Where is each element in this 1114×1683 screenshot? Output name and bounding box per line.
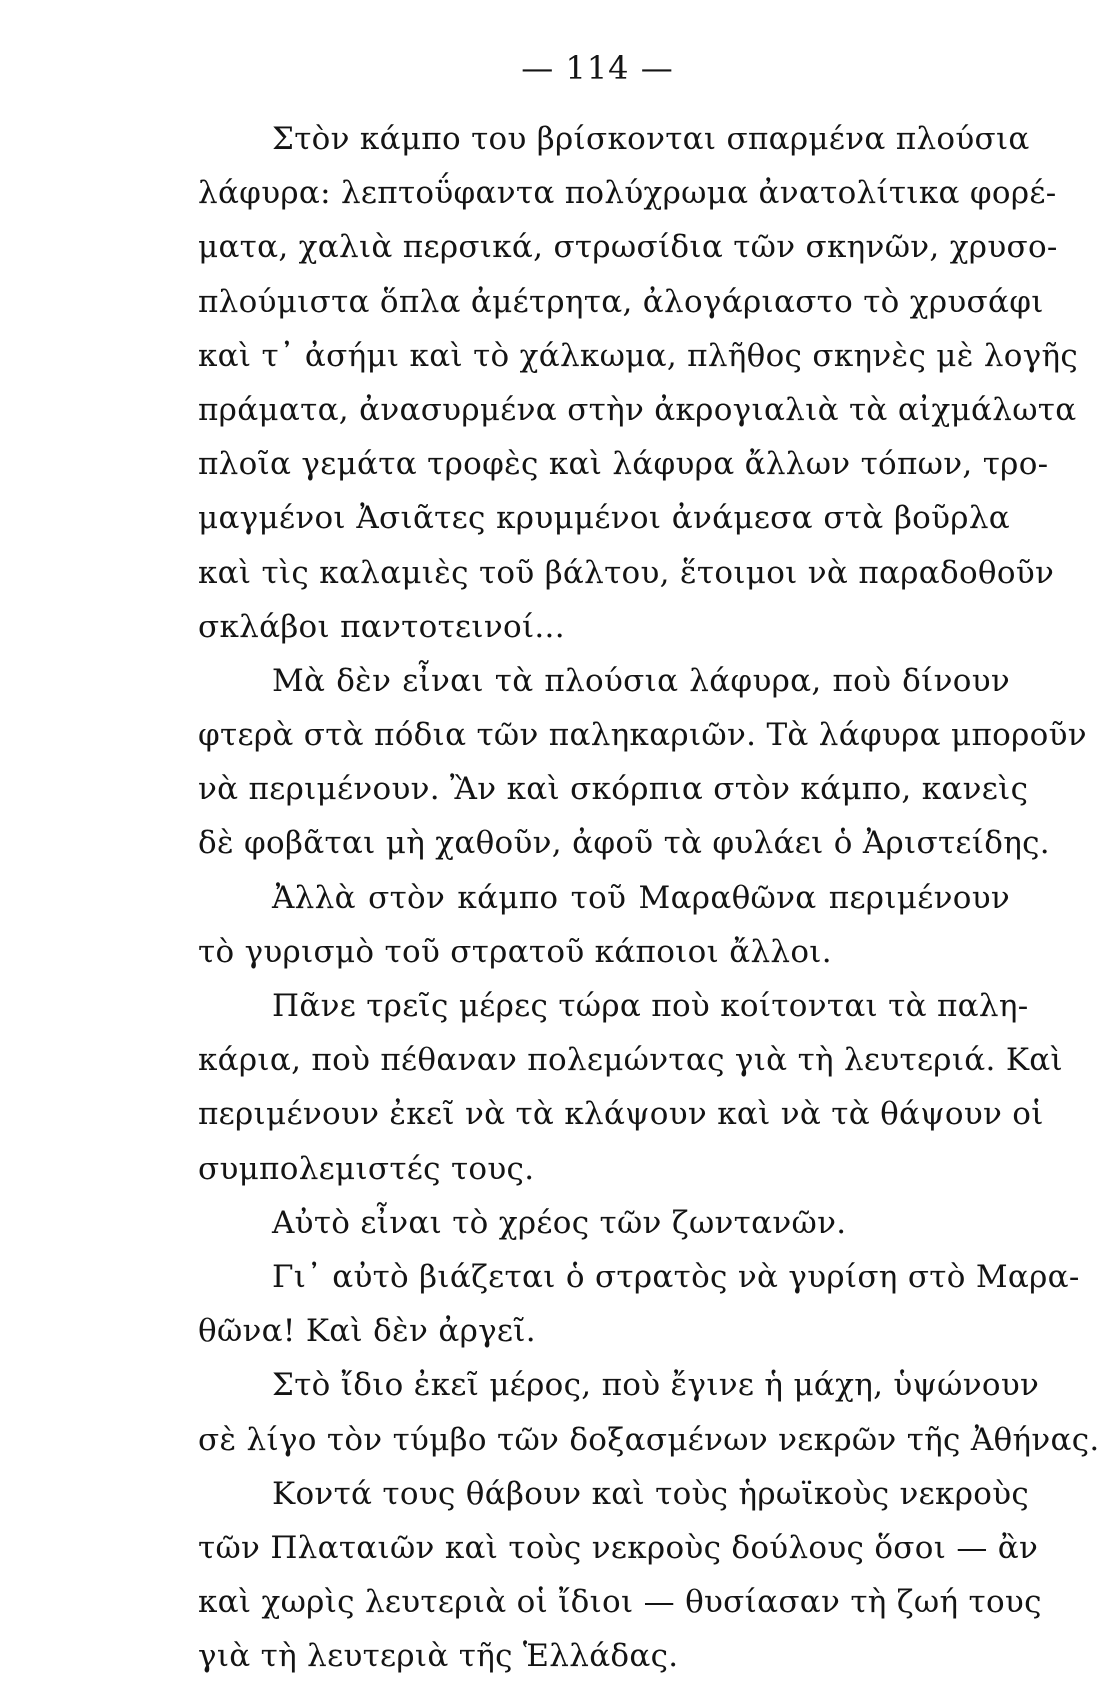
text-line: θῶνα! Καὶ δὲν ἀργεῖ. (198, 1313, 536, 1350)
text-line: τῶν Πλαταιῶν καὶ τοὺς νεκροὺς δούλους ὅσοι — ἂν (198, 1529, 1039, 1566)
text-line: λάφυρα: λεπτοΰφαντα πολύχρωμα ἀνατολίτικα φορέ- (198, 175, 1057, 212)
text-line: πλούμιστα ὅπλα ἀμέτρητα, ἀλογάριαστο τὸ χρυσάφι (198, 283, 1044, 320)
text-line: τὸ γυρισμὸ τοῦ στρατοῦ κάποιοι ἄλλοι. (198, 933, 832, 970)
text-line: νὰ περιμένουν. Ἂν καὶ σκόρπια στὸν κάμπο, κανεὶς (198, 771, 1029, 808)
text-line: Ἀλλὰ στὸν κάμπο τοῦ Μαραθῶνα περιμένουν (272, 879, 1010, 916)
text-line: Στὸ ἴδιο ἐκεῖ μέρος, ποὺ ἔγινε ἡ μάχη, ὑψώνουν (272, 1367, 1040, 1404)
text-line: σὲ λίγο τὸν τύμβο τῶν δοξασμένων νεκρῶν τῆς Ἀθήνας. (198, 1421, 1100, 1458)
text-line: κάρια, ποὺ πέθαναν πολεμώντας γιὰ τὴ λευτεριά. Καὶ (198, 1042, 1063, 1079)
text-line: καὶ τ᾿ ἀσήμι καὶ τὸ χάλκωμα, πλῆθος σκηνὲς μὲ λογῆς (198, 337, 1079, 374)
page-number: — 114 — (521, 49, 674, 87)
text-line: Γι᾿ αὐτὸ βιάζεται ὁ στρατὸς νὰ γυρίση στὸ Μαρα- (272, 1258, 1080, 1295)
text-line: περιμένουν ἐκεῖ νὰ τὰ κλάψουν καὶ νὰ τὰ θάψουν οἱ (198, 1096, 1044, 1133)
text-line: καὶ τὶς καλαμιὲς τοῦ βάλτου, ἕτοιμοι νὰ παραδοθοῦν (198, 554, 1055, 591)
body-text (198, 112, 1100, 1683)
text-line: πράματα, ἀνασυρμένα στὴν ἀκρογιαλιὰ τὰ αἰχμάλωτα (198, 391, 1077, 428)
text-line: πλοῖα γεμάτα τροφὲς καὶ λάφυρα ἄλλων τόπων, τρο- (198, 446, 1049, 483)
text-line: Πᾶνε τρεῖς μέρες τώρα ποὺ κοίτονται τὰ παλη- (272, 988, 1029, 1024)
text-line: φτερὰ στὰ πόδια τῶν παληκαριῶν. Τὰ λάφυρα μποροῦν (198, 717, 1087, 754)
text-line: καὶ χωρὶς λευτεριὰ οἱ ἴδιοι — θυσίασαν τὴ ζωή τους (198, 1584, 1042, 1621)
text-line: γιὰ τὴ λευτεριὰ τῆς Ἑλλάδας. (198, 1638, 679, 1675)
text-line: Στὸν κάμπο του βρίσκονται σπαρμένα πλούσια (272, 121, 1030, 157)
text-line: σκλάβοι παντοτεινοί... (198, 608, 565, 645)
text-line: δὲ φοβᾶται μὴ χαθοῦν, ἀφοῦ τὰ φυλάει ὁ Ἀριστείδης. (198, 825, 1050, 862)
text-line: Κοντά τους θάβουν καὶ τοὺς ἡρωϊκοὺς νεκροὺς (272, 1475, 1030, 1512)
text-line: συμπολεμιστές τους. (198, 1150, 535, 1187)
text-line: Μὰ δὲν εἶναι τὰ πλούσια λάφυρα, ποὺ δίνουν (272, 662, 1010, 699)
text-line: μαγμένοι Ἀσιᾶτες κρυμμένοι ἀνάμεσα στὰ βοῦρλα (198, 500, 1010, 537)
text-line: Αὐτὸ εἶναι τὸ χρέος τῶν ζωντανῶν. (272, 1204, 847, 1241)
text-line: ματα, χαλιὰ περσικά, στρωσίδια τῶν σκηνῶν, χρυσο- (198, 229, 1058, 266)
